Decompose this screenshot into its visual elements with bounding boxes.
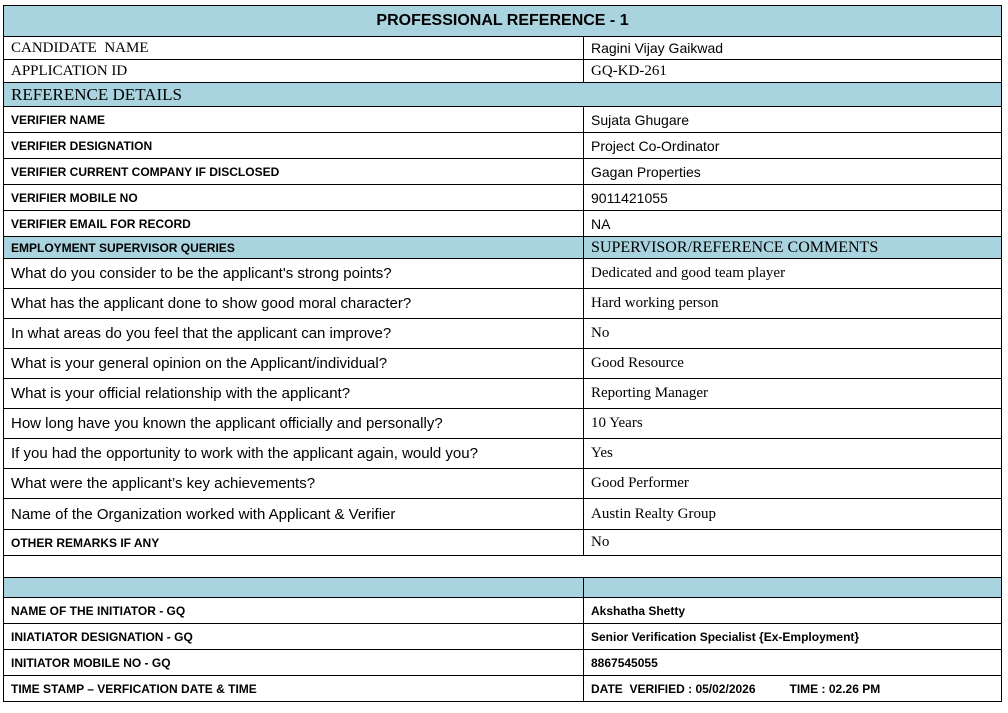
query-question: Name of the Organization worked with Applicant & Verifier: [4, 499, 584, 530]
verifier-name-value: Sujata Ghugare: [584, 107, 1002, 133]
initiator-mobile-value: 8867545055: [584, 650, 1002, 676]
other-remarks-label: OTHER REMARKS IF ANY: [4, 530, 584, 556]
query-question: What is your general opinion on the Applicant/individual?: [4, 349, 584, 379]
query-answer: 10 Years: [584, 409, 1002, 439]
verifier-designation-label: VERIFIER DESIGNATION: [4, 133, 584, 159]
query-row: [4, 499, 1002, 530]
initiator-header-row: [4, 578, 1002, 598]
verifier-mobile-value: 9011421055: [584, 185, 1002, 211]
verifier-mobile-label: VERIFIER MOBILE NO: [4, 185, 584, 211]
initiator-mobile-label: INITIATOR MOBILE NO - GQ: [4, 650, 584, 676]
query-question: How long have you known the applicant officially and personally?: [4, 409, 584, 439]
date-verified: DATE VERIFIED : 05/02/2026: [591, 681, 756, 696]
query-answer: Hard working person: [584, 289, 1002, 319]
empty-row: [4, 556, 1002, 578]
verifier-company-label: VERIFIER CURRENT COMPANY IF DISCLOSED: [4, 159, 584, 185]
query-question: In what areas do you feel that the applicant can improve?: [4, 319, 584, 349]
timestamp-label: TIME STAMP – VERFICATION DATE & TIME: [4, 676, 584, 702]
query-row: [4, 289, 1002, 319]
initiator-row: [4, 598, 1002, 624]
other-remarks-value: No: [584, 530, 1002, 556]
verifier-row: [4, 107, 1002, 133]
initiator-header-left: [4, 578, 584, 598]
verifier-row: [4, 159, 1002, 185]
reference-form: [3, 5, 1001, 702]
candidate-name-value: Ragini Vijay Gaikwad: [584, 37, 1002, 60]
query-row: [4, 409, 1002, 439]
query-answer: Good Performer: [584, 469, 1002, 499]
time-verified: TIME : 02.26 PM: [789, 681, 881, 696]
timestamp-row: [4, 676, 1002, 702]
query-row: [4, 319, 1002, 349]
query-answer: Yes: [584, 439, 1002, 469]
initiator-designation-value: Senior Verification Specialist {Ex-Employment}: [584, 624, 1002, 650]
query-answer: No: [584, 319, 1002, 349]
application-id-value: GQ-KD-261: [584, 60, 1002, 83]
verifier-designation-value: Project Co-Ordinator: [584, 133, 1002, 159]
initiator-name-label: NAME OF THE INITIATOR - GQ: [4, 598, 584, 624]
queries-header-row: [4, 237, 1002, 259]
query-row: [4, 259, 1002, 289]
initiator-row: [4, 624, 1002, 650]
candidate-name-label: CANDIDATE NAME: [4, 37, 584, 60]
spacer-row: [4, 556, 1002, 578]
query-question: What is your official relationship with the applicant?: [4, 379, 584, 409]
query-answer: Reporting Manager: [584, 379, 1002, 409]
verifier-company-value: Gagan Properties: [584, 159, 1002, 185]
reference-details-heading: REFERENCE DETAILS: [4, 83, 1002, 107]
verifier-row: [4, 185, 1002, 211]
verifier-email-label: VERIFIER EMAIL FOR RECORD: [4, 211, 584, 237]
verifier-row: [4, 211, 1002, 237]
verifier-row: [4, 133, 1002, 159]
timestamp-value: [584, 676, 1002, 702]
query-answer: Dedicated and good team player: [584, 259, 1002, 289]
query-row: [4, 379, 1002, 409]
initiator-name-value: Akshatha Shetty: [584, 598, 1002, 624]
query-question: What were the applicant’s key achievements?: [4, 469, 584, 499]
query-question: What do you consider to be the applicant's strong points?: [4, 259, 584, 289]
initiator-designation-label: INIATIATOR DESIGNATION - GQ: [4, 624, 584, 650]
reference-table: [3, 5, 1002, 702]
application-id-row: [4, 60, 1002, 83]
query-question: If you had the opportunity to work with the applicant again, would you?: [4, 439, 584, 469]
verifier-email-value: NA: [584, 211, 1002, 237]
queries-header-left: EMPLOYMENT SUPERVISOR QUERIES: [4, 237, 584, 259]
initiator-header-right: [584, 578, 1002, 598]
candidate-name-row: [4, 37, 1002, 60]
queries-header-right: SUPERVISOR/REFERENCE COMMENTS: [584, 237, 1002, 259]
query-answer: Good Resource: [584, 349, 1002, 379]
other-remarks-row: [4, 530, 1002, 556]
query-row: [4, 439, 1002, 469]
form-title: PROFESSIONAL REFERENCE - 1: [4, 6, 1002, 37]
query-question: What has the applicant done to show good moral character?: [4, 289, 584, 319]
query-row: [4, 469, 1002, 499]
verifier-name-label: VERIFIER NAME: [4, 107, 584, 133]
application-id-label: APPLICATION ID: [4, 60, 584, 83]
query-row: [4, 349, 1002, 379]
query-answer: Austin Realty Group: [584, 499, 1002, 530]
initiator-row: [4, 650, 1002, 676]
